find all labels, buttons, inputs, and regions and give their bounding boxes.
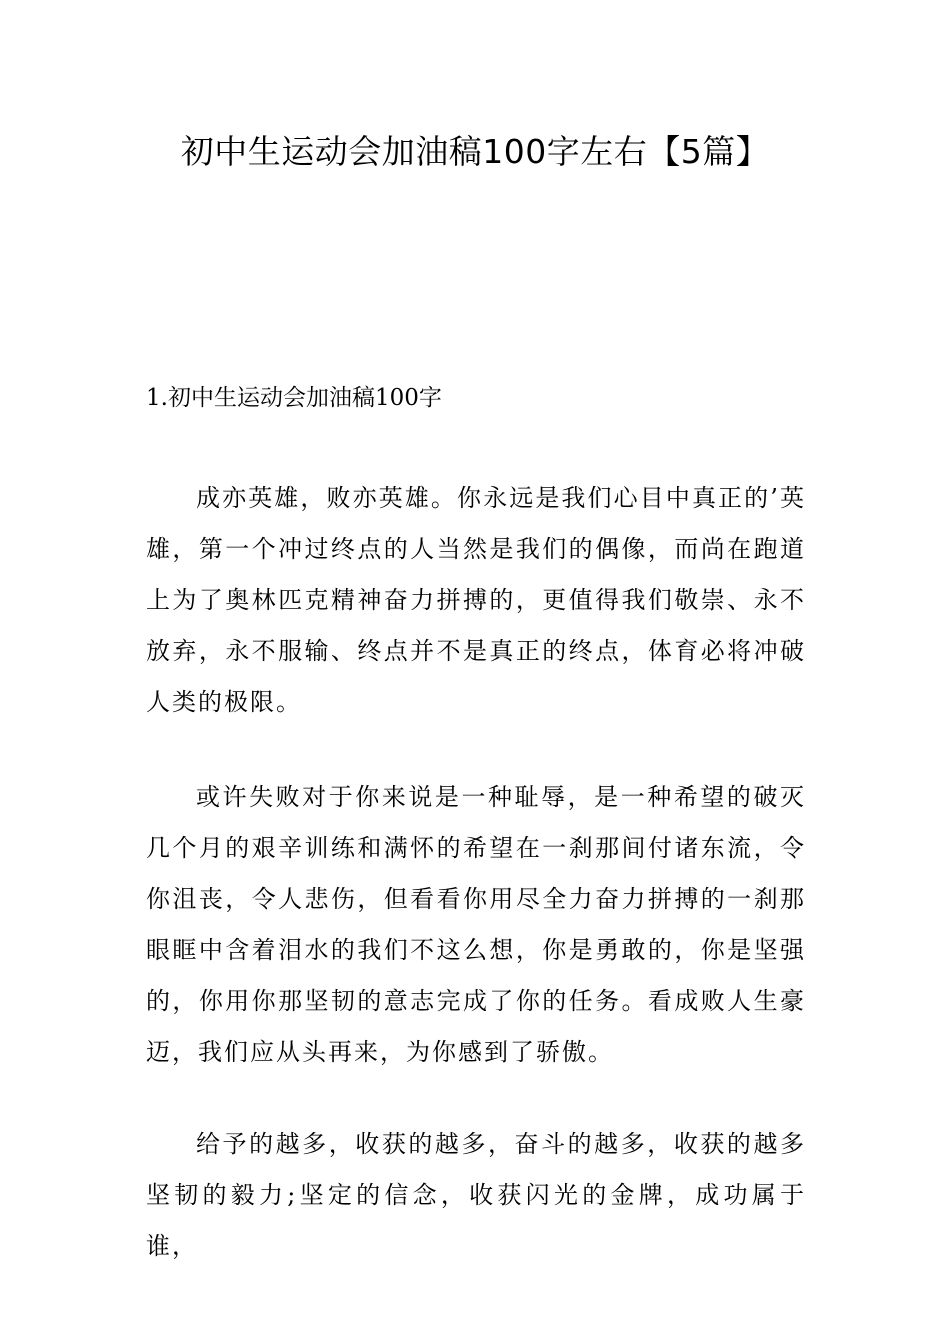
section-heading: 1.初中生运动会加油稿100字 <box>146 385 442 411</box>
paragraph-1: 成亦英雄，败亦英雄。你永远是我们心目中真正的’英雄，第一个冲过终点的人当然是我们的偶像，而尚在跑道上为了奥林匹克精神奋力拼搏的，更值得我们敬崇、永不放弃，永不服输、终点并不是真正的终点，体育必将冲破人类的极限。 <box>146 484 806 716</box>
paragraph-2: 或许失败对于你来说是一种耻辱，是一种希望的破灭几个月的艰辛训练和满怀的希望在一刹那间付诸东流，令你沮丧，令人悲伤，但看看你用尽全力奋力拼搏的一刹那眼眶中含着泪水的我们不这么想，你是勇敢的，你是坚强的，你用你那坚韧的意志完成了你的任务。看成败人生豪迈，我们应从头再来，为你感到了骄傲。 <box>146 783 806 1066</box>
document-title: 初中生运动会加油稿100字左右【5篇】 <box>180 132 770 171</box>
paragraph-3: 给予的越多，收获的越多，奋斗的越多，收获的越多坚韧的毅力;坚定的信念，收获闪光的金牌，成功属于谁， <box>146 1130 806 1260</box>
